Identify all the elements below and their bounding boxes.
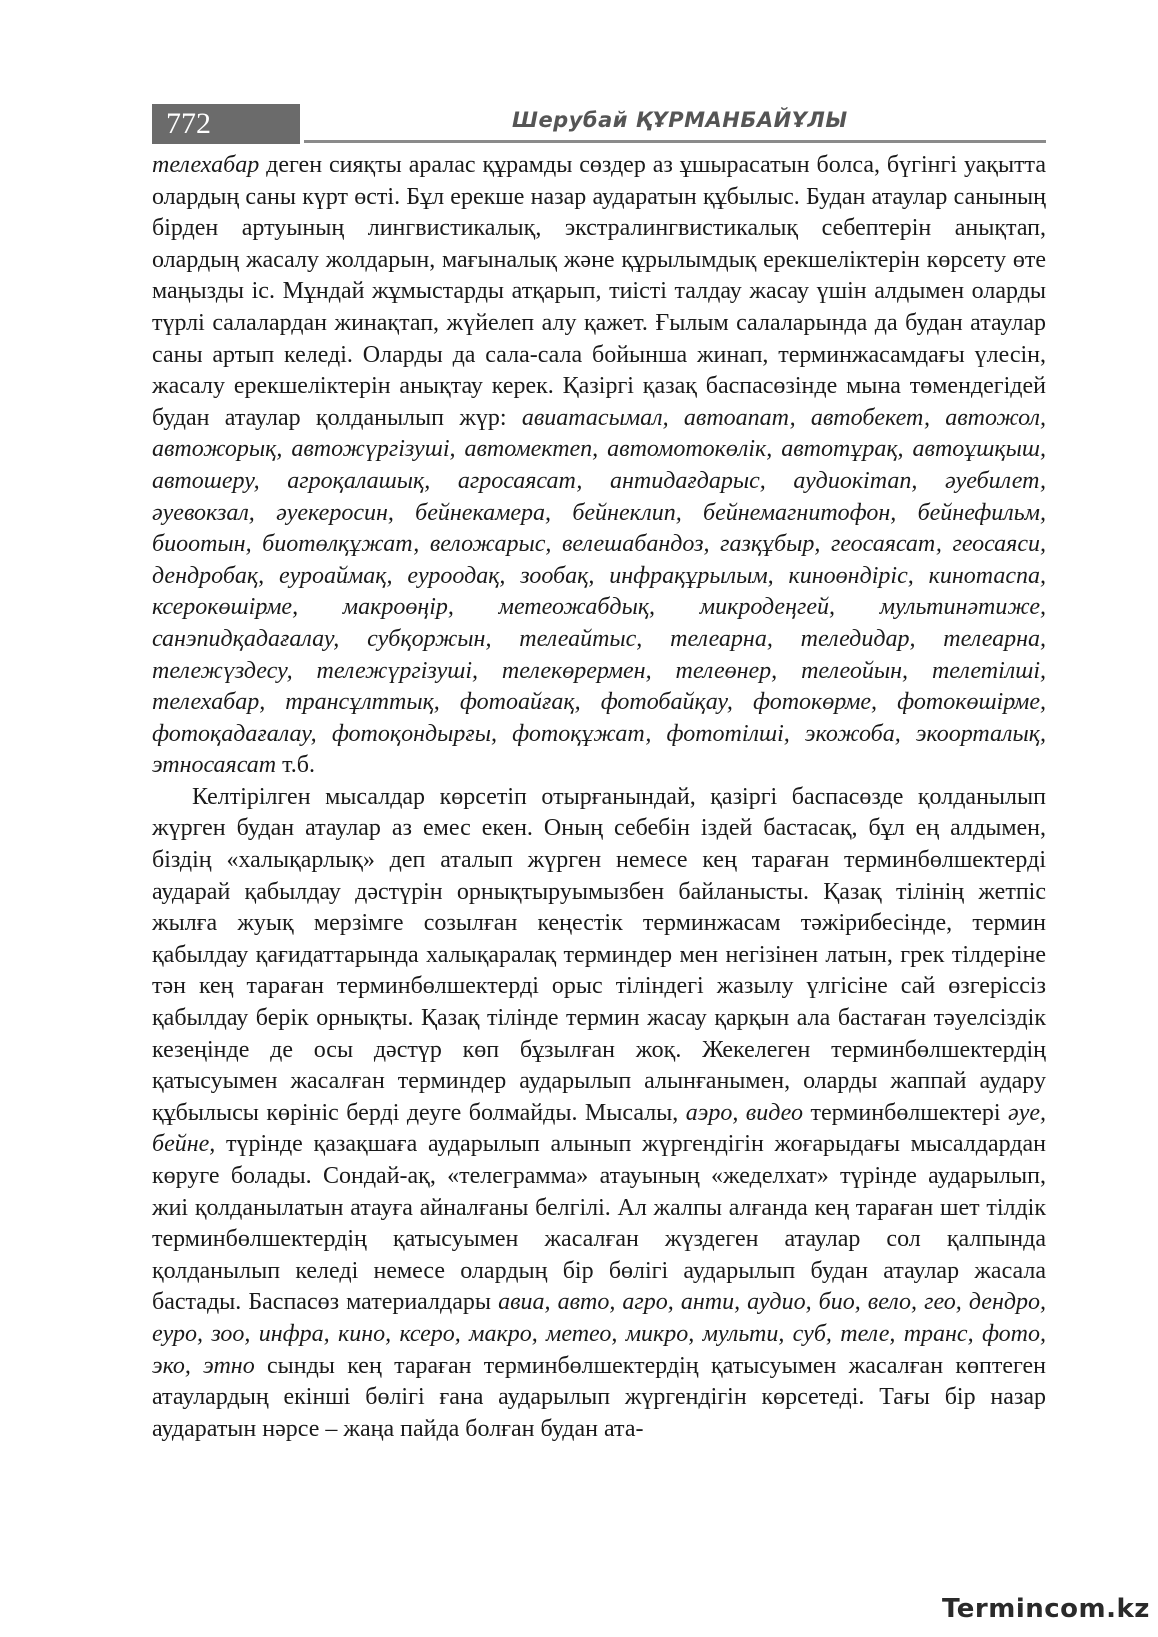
paragraph-2 <box>152 782 1046 1445</box>
body-text <box>152 150 1046 1445</box>
text-run: деген сияқты аралас құрамды сөздер аз ұшырасатын болса, бүгінгі уақытта олардың саны күрт өсті. Бұл ерекше назар аударатын құбылыс. Будан атаулар санының бірден артуының лингвистикалық, экстралингвистикалық себептерін анықтап, олардың жасалу жолдарын, мағыналық және құрылымдық ерекшеліктерін көрсету өте маңызды іс. Мұндай жұмыстарды атқарып, тиісті талдау жасау үшін алдымен оларды түрлі салалардан жинақтап, жүйелеп алу қажет. Ғылым салаларында да будан атаулар саны артып келеді. Оларды да сала-сала бойынша жинап, терминжасамдағы үлесін, жасалу ерекшеліктерін анықтау керек. Қазіргі қазақ баспасөзінде мына төмендегідей будан атаулар қолданылып жүр: <box>152 152 1046 431</box>
text-run: терминбөлшектері <box>803 1099 1009 1126</box>
page-number: 772 <box>152 104 300 144</box>
paragraph-1 <box>152 150 1046 782</box>
site-watermark: Termincom.kz <box>942 1594 1150 1624</box>
running-head-author: Шерубай ҚҰРМАНБАЙҰЛЫ <box>512 108 848 132</box>
italic-term: аэро, видео <box>685 1099 803 1126</box>
italic-term: телехабар <box>152 152 260 178</box>
italic-term: әуе, бейне, <box>152 1099 1047 1158</box>
header-rule <box>304 140 1046 143</box>
italic-term-list: авиатасымал, автоапат, автобекет, автожол, автожорық, автожүргізуші, автомектеп, автомотокөлік, автотұрақ, автоұшқыш, автошеру, агроқалашық, агросаясат, антидағдарыс, аудиокітап, әуебилет, әуевокзал, әуекеросин, бейнекамера, бейнеклип, бейнемагнитофон, бейнефильм, биоотын, биотөлқұжат, веложарыс, велешабандоз, газқұбыр, геосаясат, геосаяси, дендробақ, еуроаймақ, еуроодақ, зообақ, инфрақұрылым, киноөндіріс, кинотаспа, ксерокөшірме, макроөңір, метеожабдық, микродеңгей, мультинәтиже, санэпидқадағалау, субқоржын, телеайтыс, телеарна, теледидар, телеарна, тележүздесу, тележүргізуші, телекөрермен, телеөнер, телеойын, телетілші, телехабар, трансұлттық, фотоайғақ, фотобайқау, фотокөрме, фотокөшірме, фотоқадағалау, фотоқондырғы, фотоқұжат, фототілші, экожоба, экоорталық, этносаясат <box>152 404 1046 779</box>
text-run: Келтірілген мысалдар көрсетіп отырғанындай, қазіргі баспасөзде қолданылып жүрген будан атаулар аз емес екен. Оның себебін іздей бастасақ, бұл ең алдымен, біздің «халықарлық» деп аталып жүрген немесе кең тараған терминбөлшектерді аударай қабылдау дәстүрін орнықтыруымызбен байланысты. Қазақ тілінің жетпіс жылға жуық мерзімге созылған кеңестік терминжасам тәжірибесінде, термин қабылдау қағидаттарында халықаралақ терминдер мен негізінен латын, грек тілдеріне тән кең тараған терминбөлшектерді орыс тіліндегі жазылу үлгісіне сай өзгеріссіз қабылдау берік орнықты. Қазақ тілінде термин жасау қарқын ала бастаған тәуелсіздік кезеңінде де осы дәстүр көп бұзылған жоқ. Жекелеген терминбөлшектердің қатысуымен жасалған терминдер аударылып алынғанымен, оларды жаппай аудару құбылысы көрініс берді деуге болмайды. Мысалы, <box>152 783 1046 1126</box>
text-run: түрінде қазақшаға аударылып алынып жүргендігін жоғарыдағы мысалдардан көруге болады. Сондай-ақ, «телеграмма» атауының «жеделхат» түрінде аударылып, жиі қолданылатын атауға айналғаны белгілі. Ал жалпы алғанда кең тараған шет тілдік терминбөлшектердің қатысуымен жасалған жүздеген атаулар сол қалпында қолданылып келеді немесе олардың бір бөлігі аударылып будан атаулар жасала бастады. Баспасөз материалдары <box>152 1131 1046 1316</box>
text-run: сынды кең тараған терминбөлшектердің қатысуымен жасалған көптеген атаулардың екінші бөлігі ғана аударылып жүргендігін көрсетеді. Тағы бір назар аударатын нәрсе – жаңа пайда болған будан ата- <box>152 1352 1046 1442</box>
italic-term-list: авиа, авто, агро, анти, аудио, био, вело, гео, дендро, еуро, зоо, инфра, кино, ксеро, макро, метео, микро, мульти, суб, теле, транс, фото, эко, этно <box>152 1289 1046 1379</box>
page-header <box>152 104 1046 146</box>
text-run: т.б. <box>276 752 315 779</box>
